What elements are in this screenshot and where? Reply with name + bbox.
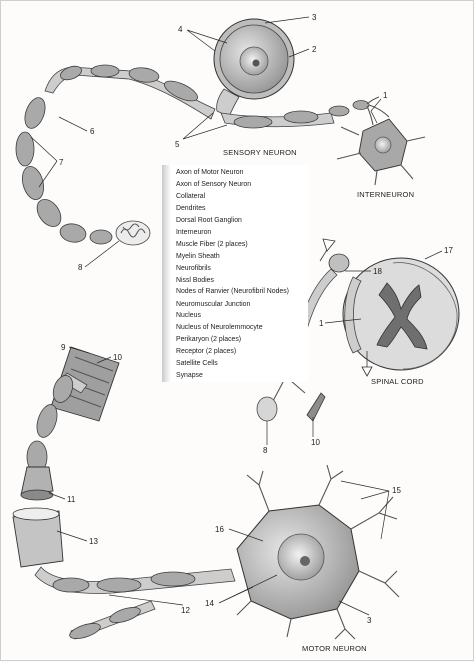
label-1-spinal: 1 — [319, 319, 324, 328]
term-item: Synapse — [176, 372, 203, 380]
myelin-segment — [21, 95, 49, 131]
label-8-left: 8 — [78, 263, 83, 272]
label-6: 6 — [90, 127, 95, 136]
label-11: 11 — [67, 495, 76, 504]
interneuron — [337, 119, 425, 185]
term-item: Nucleus — [176, 312, 201, 320]
term-item: Collateral — [176, 192, 206, 200]
caption-motor-neuron: MOTOR NEURON — [302, 644, 367, 653]
label-4: 4 — [178, 25, 183, 34]
label-14: 14 — [205, 599, 214, 608]
term-item: Receptor (2 places) — [176, 348, 237, 356]
ganglion-nucleolus — [253, 60, 260, 67]
spinal-ganglion — [329, 254, 349, 272]
label-18: 18 — [373, 267, 382, 276]
term-item: Myelin Sheath — [176, 252, 220, 260]
term-item: Perikaryon (2 places) — [176, 336, 242, 344]
label-15: 15 — [392, 486, 401, 495]
spinal-muscle-fiber — [307, 393, 325, 421]
caption-spinal-cord: SPINAL CORD — [371, 377, 424, 386]
term-item: Neurofibrils — [176, 264, 211, 272]
term-list — [162, 165, 308, 382]
label-2: 2 — [312, 45, 317, 54]
label-12: 12 — [181, 606, 190, 615]
motor-nucleus — [278, 534, 324, 580]
term-item: Axon of Motor Neuron — [176, 169, 244, 176]
label-13: 13 — [89, 537, 98, 546]
term-item: Axon of Sensory Neuron — [176, 180, 252, 188]
term-item: Nodes of Ranvier (Neurofibril Nodes) — [176, 287, 289, 295]
label-8-spinal: 8 — [263, 446, 268, 455]
label-10-spinal: 10 — [311, 438, 320, 447]
label-9: 9 — [61, 343, 66, 352]
caption-interneuron: INTERNEURON — [357, 190, 415, 199]
term-item: Interneuron — [176, 228, 212, 236]
label-16: 16 — [215, 525, 224, 534]
sensory-receptor — [116, 221, 150, 245]
label-17: 17 — [444, 246, 453, 255]
motor-nucleolus — [300, 556, 310, 566]
label-5: 5 — [175, 140, 180, 149]
term-item: Nucleus of Neurolemmocyte — [176, 324, 263, 332]
term-item: Dorsal Root Ganglion — [176, 216, 242, 224]
term-item: Muscle Fiber (2 places) — [176, 240, 248, 248]
term-item: Satellite Cells — [176, 360, 218, 368]
label-1-top: 1 — [383, 91, 388, 100]
label-7: 7 — [59, 158, 64, 167]
term-item: Neuromuscular Junction — [176, 300, 251, 308]
term-item: Nissl Bodies — [176, 276, 214, 284]
term-item: Dendrites — [176, 204, 206, 212]
spinal-receptor — [257, 397, 277, 421]
label-3-motor: 3 — [367, 616, 372, 625]
caption-sensory-neuron: SENSORY NEURON — [223, 148, 297, 157]
label-10-muscle: 10 — [113, 353, 122, 362]
label-3-top: 3 — [312, 13, 317, 22]
